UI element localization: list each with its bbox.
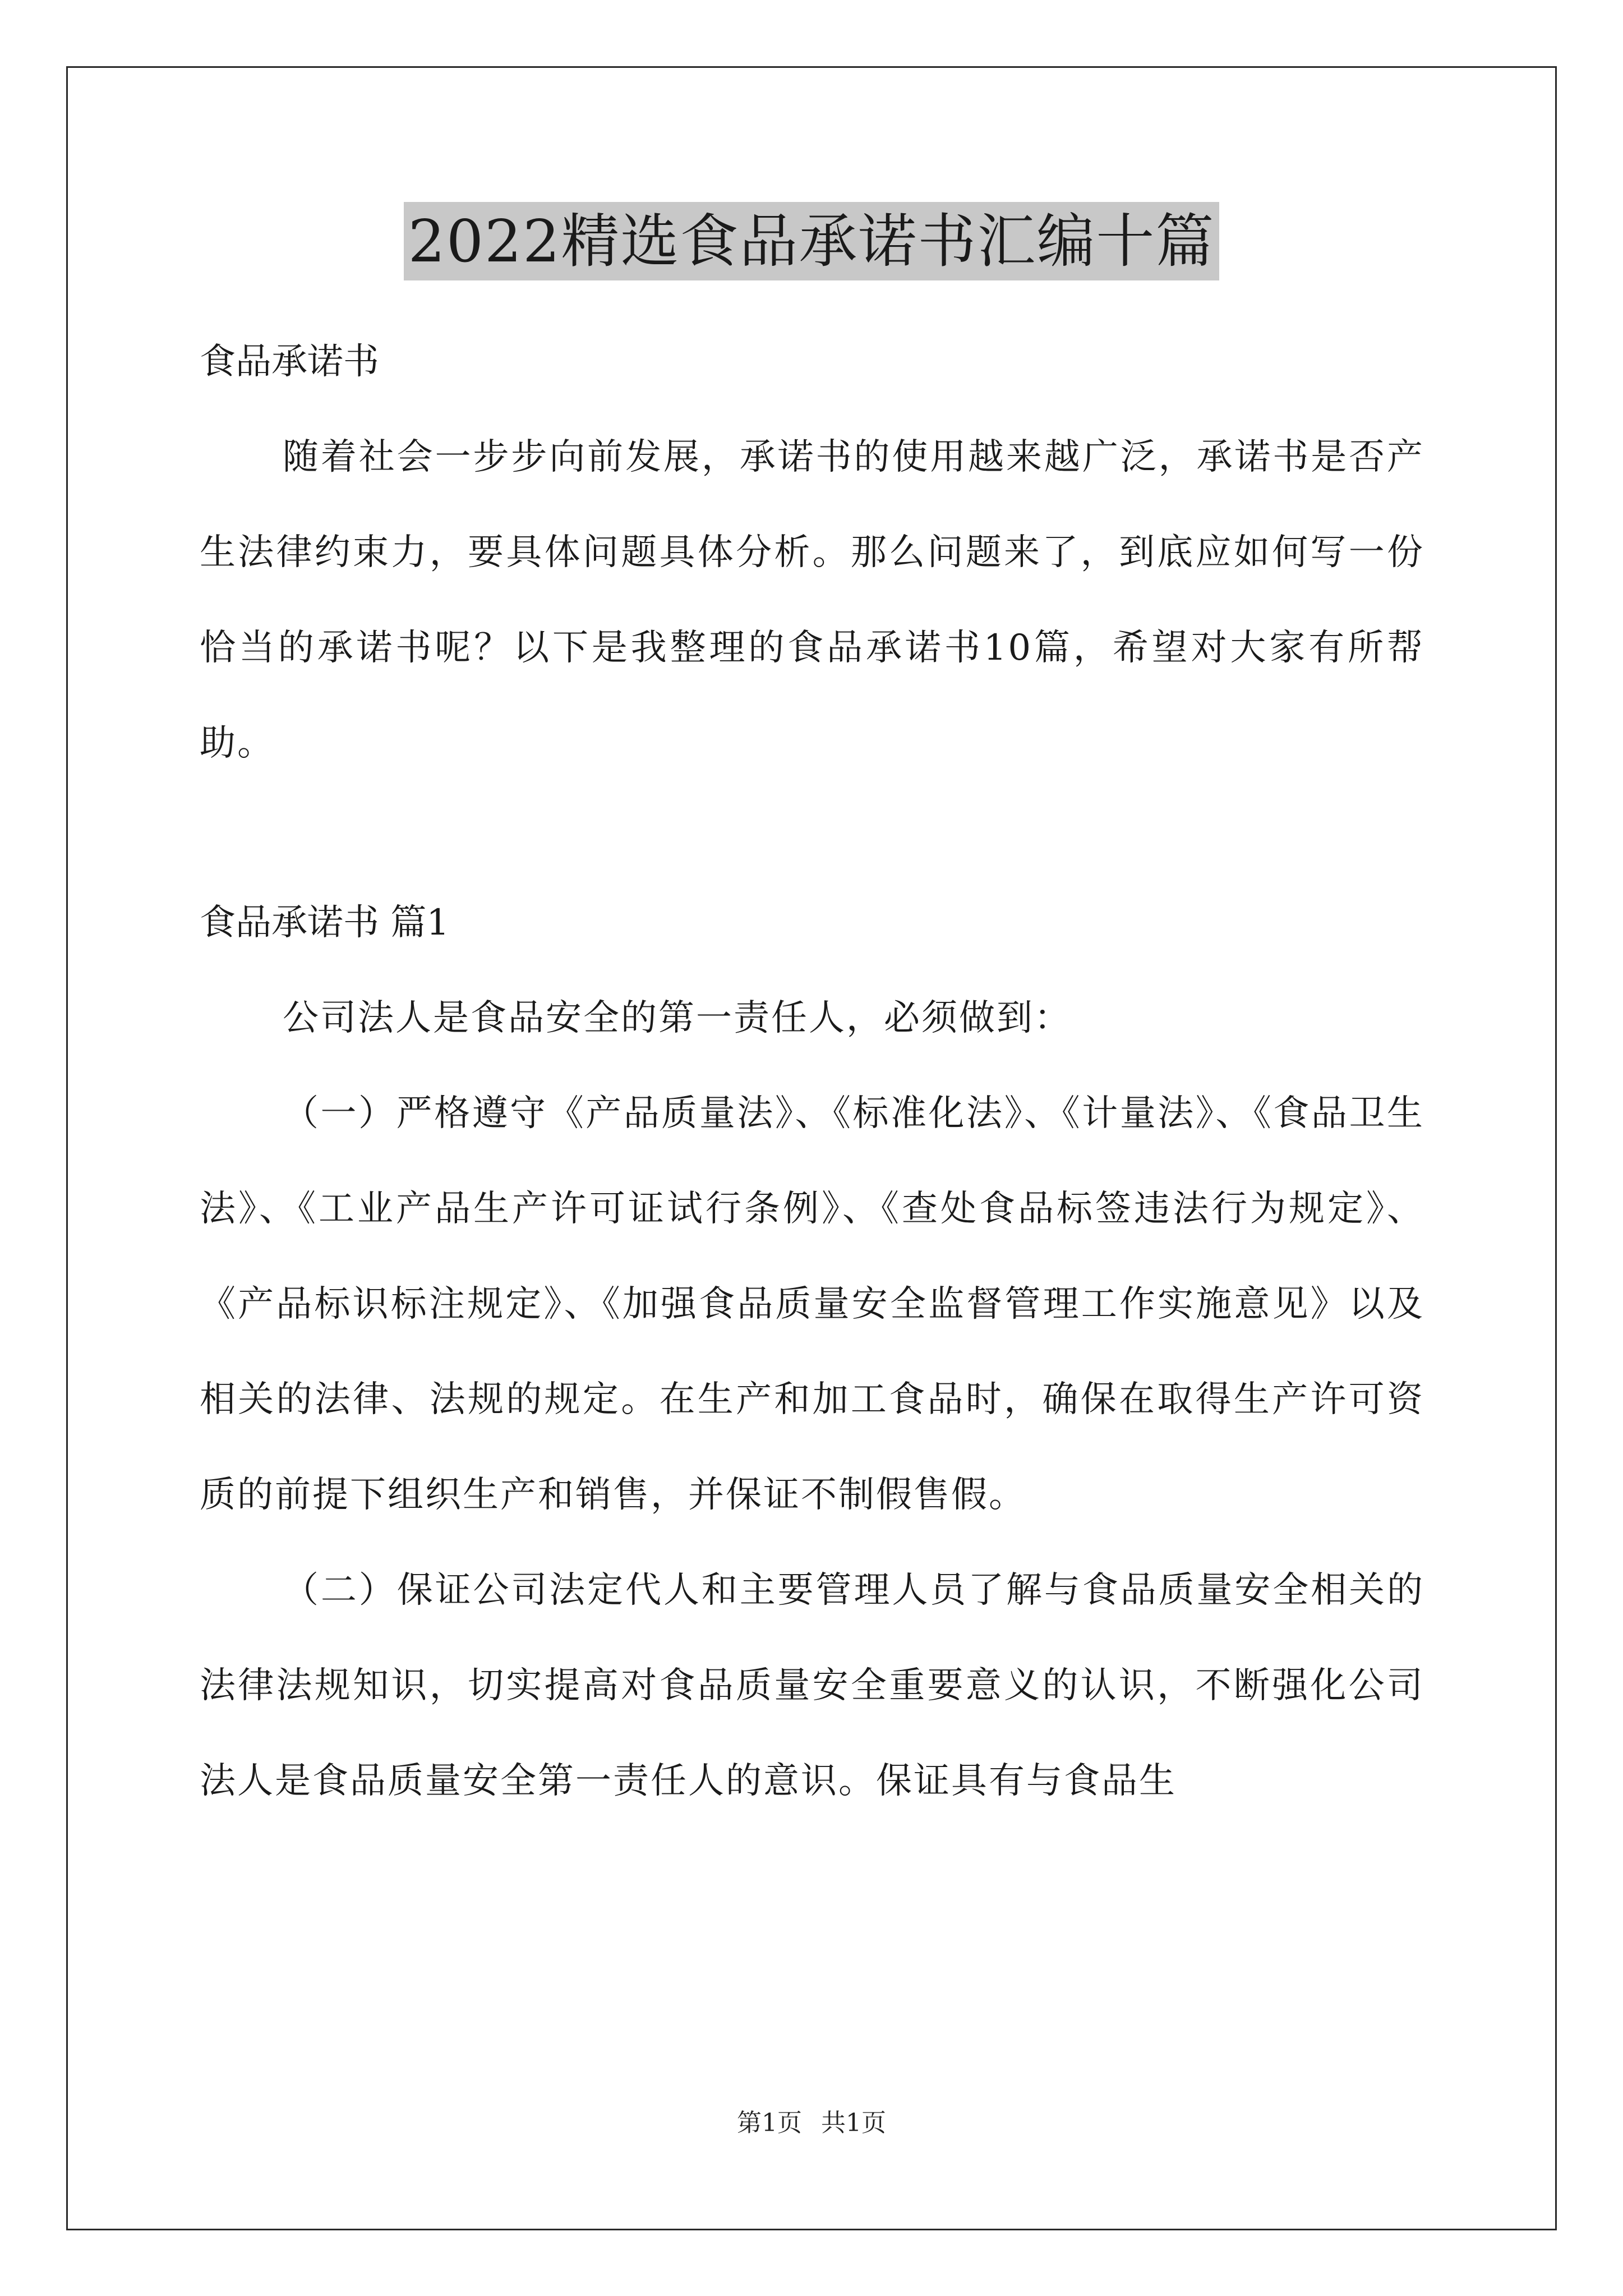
section1-item2: （二）保证公司法定代人和主要管理人员了解与食品质量安全相关的法律法规知识，切实提高对食品质量安全重要意义的认识，不断强化公司法人是食品质量安全第一责任人的意识。保证具有与食品生	[200, 1570, 1424, 1802]
document-title: 2022精选食品承诺书汇编十篇	[404, 202, 1220, 280]
section1-lead: 公司法人是食品安全的第一责任人，必须做到：	[283, 997, 1072, 1039]
title-container	[0, 202, 1623, 280]
intro-paragraph: 随着社会一步步向前发展，承诺书的使用越来越广泛，承诺书是否产生法律约束力，要具体问题具体分析。那么问题来了，到底应如何写一份恰当的承诺书呢？以下是我整理的食品承诺书10篇，希望对大家有所帮助。	[200, 436, 1424, 764]
page-footer: 第1页 共1页	[737, 2109, 886, 2137]
intro-heading: 食品承诺书	[200, 341, 379, 383]
section1-heading: 食品承诺书 篇1	[200, 902, 450, 944]
document-body	[200, 314, 1424, 1829]
section1-item1: （一）严格遵守《产品质量法》、《标准化法》、《计量法》、《食品卫生法》、《工业产品生产许可证试行条例》、《查处食品标签违法行为规定》、《产品标识标注规定》、《加强食品质量安全监督管理工作实施意见》以及相关的法律、法规的规定。在生产和加工食品时，确保在取得生产许可资质的前提下组织生产和销售，并保证不制假售假。	[200, 1093, 1424, 1516]
